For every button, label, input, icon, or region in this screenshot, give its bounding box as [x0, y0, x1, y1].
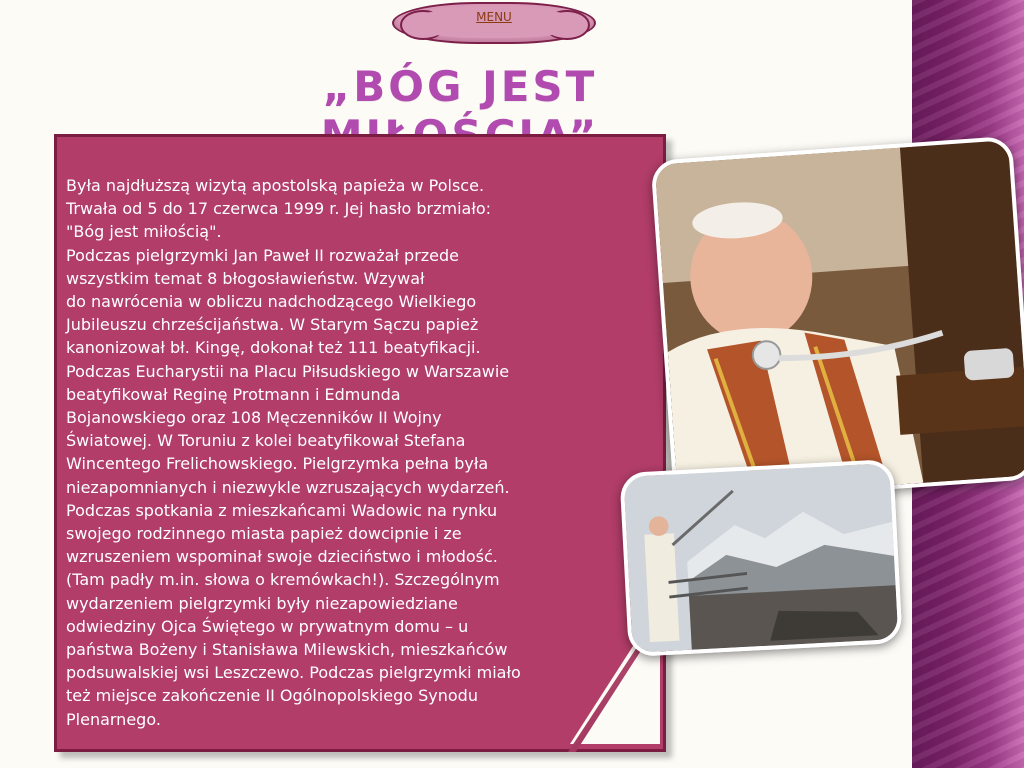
menu-cloud-button[interactable]: [392, 2, 596, 44]
page-title: „BÓG JEST: [322, 62, 598, 111]
mountain-illustration: [624, 463, 899, 653]
pope-speaking-illustration: [655, 140, 1024, 500]
pope-mountain-photo: [619, 459, 902, 657]
pope-speaking-photo: [650, 136, 1024, 504]
menu-link[interactable]: MENU: [476, 10, 512, 24]
body-text: Była najdłuższą wizytą apostolską papieża w Polsce. Trwała od 5 do 17 czerwca 1999 r. Jej hasło brzmiało: "Bóg jest miłością". Podczas pielgrzymki Jan Paweł II rozważał przede wszystkim temat 8 błogosławieństw. Wzywał do nawrócenia w obliczu nadchodzącego Wielkiego Jubileuszu chrześcijaństwa. W Starym Sączu papież kanonizował bł. Kingę, dokonał też 111 beatyfikacji. Podczas Eucharystii na Placu Piłsudskiego w Warszawie beatyfikował Reginę Protmann i Edmunda Bojanowskiego oraz 108 Męczenników II Wojny Światowej. W Toruniu z kolei beatyfikował Stefana Wincentego Frelichowskiego. Pielgrzymka pełna była niezapomnianych i niezwykle wzruszających wydarzeń. Podczas spotkania z mieszkańcami Wadowic na rynku swojego rodzinnego miasta papież dowcipnie i ze wzruszeniem wspominał swoje dzieciństwo i młodość. (Tam padły m.in. słowa o kremówkach!). Szczególnym wydarzeniem pielgrzymki były niezapowiedziane odwiedziny Ojca Świętego w prywatnym domu – u państwa Bożeny i Stanisława Milewskich, mieszkańców podsuwalskiej wsi Leszczewo. Podczas pielgrzymki miało też miejsce zakończenie II Ogólnopolskiego Synodu Plenarnego.: [66, 176, 521, 729]
